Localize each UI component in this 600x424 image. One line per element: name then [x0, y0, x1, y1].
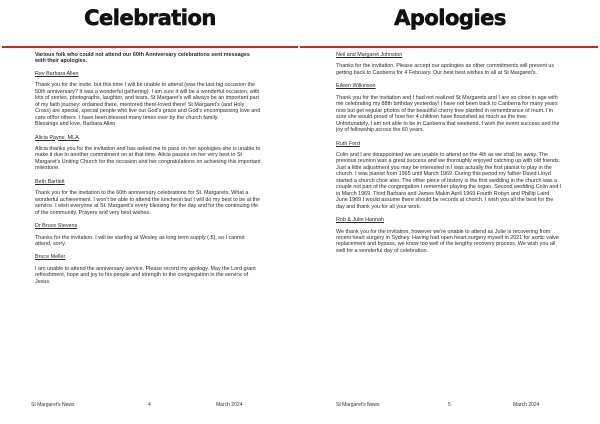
message-body: Alicia thanks you for the invitation and has asked me to pass on her apologies-she is unable to make it due to another commitment on at that time. Alicia passes on her very best to St Margaret's Uniting Church for the occasion and her congratulations on achieving this important milestone. — [35, 145, 261, 172]
left-content — [35, 52, 261, 292]
message-heading: Ruth Ford — [336, 140, 360, 147]
message-heading: Neil and Margaret Johnston — [336, 52, 403, 58]
footer-publication: St Margaret's News — [31, 402, 75, 408]
message-heading: Beth Bartlett — [35, 178, 65, 185]
message-body: Colin and I are disappointed we are unable to attend on the 4th as we shall be away. The previous reunion was a great success and we thoroughly enjoyed catching up with old friends. Just a little adjustment you may be interested in I was actually the first pianist to play in the church. I was pianist from 1965 until March 1969. During this period my father David Lloyd started a church choir also. The other piece of history is the first wedding in the church was a couple not part of the congregation I remember playing the organ. Second wedding Colin and I in March 1969. Third Barbara and James Makin April 1969 Fourth Robyn and Phillip Laird June 1969 I would assume there should be records at church. I wish you all the best for the day and thank you for all your work. — [336, 151, 562, 210]
footer-date: March 2024 — [513, 402, 540, 408]
intro-text: Various folk who could not attend our 60th Anniversary celebrations sent messages with their apologies. — [35, 52, 250, 65]
message-block — [35, 179, 261, 216]
message-block — [336, 83, 562, 133]
message-body: Thanks for the invitation. I will be starting at Wesley as long term supply (.5), so I cannot attend, sorry. — [35, 234, 245, 247]
right-page — [300, 0, 600, 424]
page-title-apologies: Apologies — [394, 6, 506, 30]
footer-page-number: 5 — [448, 402, 451, 408]
message-heading: Dr Bruce Stevens — [35, 223, 78, 230]
message-body: I am unable to attend the anniversary service. Please record my apology. May the Lord grant refreshment, hope and joy to his people and strength to the congregation in the service of Jesus. — [35, 265, 256, 285]
message-body: Thank you for the invitation and I had not realized St Margarets and I are so close in age with me celebrating my 88th birthday yesterday! I have not been back to Canberra for many years now but get regular photos of the beautiful cherry tree planted in remembrance of mum. I'm sure she would proud of how her 4 children have flourished as much as the tree. Unfortunately, I am not able to be in Canberra that weekend. I wish the event success and the joy of fellowship across the 60 years. — [336, 94, 560, 134]
message-block — [336, 141, 562, 211]
message-body: Thanks for the invitation. Please accept our apologies as other commitments will prevent us getting back to Canberra for 4 February. Our best best wishes to all at St Margaret's. — [336, 63, 555, 76]
right-content — [336, 52, 562, 261]
message-block — [35, 254, 261, 285]
page-title-celebration: Celebration — [84, 6, 216, 30]
footer-page-number: 4 — [148, 402, 151, 408]
message-block — [35, 71, 261, 128]
message-block — [336, 217, 562, 254]
message-body: Thank you for the invite, but this time I will be unable to attend (was the last big occasion the 50th anniversary? It was a wonderful gathering). I am sure it will be a wonderful occasion, with lots of stories, photographs, laughter, and tears. St Margaret's will always be an important part of my faith journey: ordained there, mentored there-loved there! St Margaret's (and Holy Cross) are special, special people who live out God's grace and God's encompassing love and care of/for others. I have been blessed many times over by the church family. Blessings and love, Barbara Allen — [35, 82, 261, 128]
message-heading: Alicia Payne, MLA — [35, 134, 79, 141]
title-divider — [300, 46, 598, 48]
message-body: We thank you for the invitation, however we're unable to attend as Julie is recovering from recent heart surgery in Sydney. Having had open heart surgery myself in 2021 for aortic valve replacement and bypass, we know too well of the lengthy recovery process. We wish you all well for a wonderful day of celebration. — [336, 228, 559, 254]
message-heading: Rev Barbara Allen — [35, 70, 79, 77]
message-heading: Eileen Wilkinson — [336, 83, 376, 90]
footer-publication: St Margaret's News — [336, 402, 380, 408]
message-block — [35, 223, 261, 247]
title-divider — [2, 46, 298, 48]
message-block — [336, 52, 562, 76]
message-block — [35, 135, 261, 172]
footer-date: March 2024 — [216, 402, 243, 408]
message-body: Thank you for the invitation to the 60th anniversary celebrations for St. Margarets. What a wonderful achievement. I won't be able to attend the luncheon but I will do my best to be at the service. I wish everyone at St. Margaret's every blessing for the day and for the continuing life of the community. Prayers and very best wishes. — [35, 190, 261, 216]
message-heading: Bruce Meller — [35, 254, 66, 261]
message-heading: Rob & Julie Hannah — [336, 217, 384, 224]
